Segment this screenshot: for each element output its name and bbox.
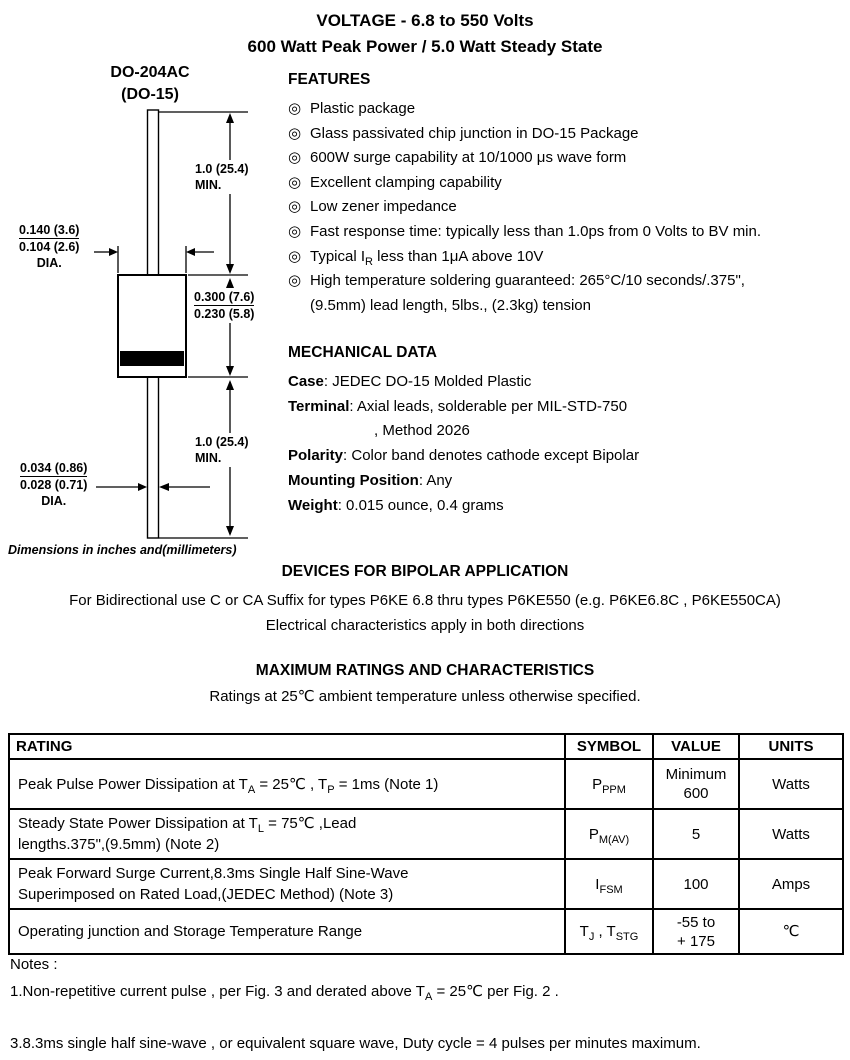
- units-cell: ℃: [739, 909, 843, 954]
- dim-lead-diameter: [17, 459, 90, 510]
- package-name: [60, 62, 240, 106]
- bullet-icon: ◎: [288, 149, 302, 167]
- header-units: UNITS: [739, 734, 843, 759]
- package-diagram: [8, 60, 283, 565]
- header-value: VALUE: [653, 734, 739, 759]
- package-name-line1: DO-204AC: [110, 64, 190, 81]
- table-row: [9, 809, 843, 859]
- units-cell: Watts: [739, 809, 843, 859]
- rating-cell: Peak Forward Surge Current,8.3ms Single Half Sine-Wave Superimposed on Rated Load,(JEDEC Method) (Note 3): [9, 859, 565, 909]
- table-header-row: [9, 734, 843, 759]
- dim-lead-bottom-min: MIN.: [195, 451, 222, 465]
- rating-cell: Steady State Power Dissipation at $T_L$ = 75℃ ,Lead lengths.375",(9.5mm) (Note 2): [9, 809, 565, 859]
- feature-item: [288, 195, 848, 220]
- feature-text: 600W surge capability at 10/1000 μs wave form: [310, 149, 627, 167]
- dim-lead-dia-label: DIA.: [41, 494, 67, 508]
- feature-text: Excellent clamping capability: [310, 173, 502, 191]
- feature-item: [288, 269, 848, 318]
- dim-body-diameter: [16, 221, 82, 272]
- symbol-cell: $T_J$ , $T_{STG}$: [565, 909, 653, 954]
- dim-body-dia-label: DIA.: [36, 256, 62, 270]
- feature-item: [288, 245, 848, 270]
- bullet-icon: ◎: [288, 198, 302, 216]
- feature-item: [288, 220, 848, 245]
- value-cell: -55 to + 175: [653, 909, 739, 954]
- bullet-icon: ◎: [288, 222, 302, 240]
- dim-body-length: [191, 288, 257, 323]
- feature-item: [288, 97, 848, 122]
- dim-lead-dia-max: 0.034 (0.86): [20, 461, 88, 475]
- cathode-band: [120, 351, 184, 366]
- bipolar-line2: Electrical characteristics apply in both directions: [265, 617, 585, 634]
- mechanical-line: Weight: 0.015 ounce, 0.4 grams: [288, 496, 504, 514]
- feature-text: Fast response time: typically less than 1.0ps from 0 Volts to BV min.: [310, 222, 762, 240]
- feature-text: Low zener impedance: [310, 198, 457, 216]
- ratings-header-section: [0, 662, 850, 705]
- value-cell: 5: [653, 809, 739, 859]
- value-cell: Minimum 600: [653, 759, 739, 809]
- features-heading: FEATURES: [288, 71, 371, 88]
- ratings-table: [8, 733, 844, 955]
- feature-text: Typical $I_R$ less than 1μA above 10V: [310, 247, 544, 268]
- rating-cell: Operating junction and Storage Temperature Range: [9, 909, 565, 954]
- bullet-icon: ◎: [288, 124, 302, 142]
- header-rating: RATING: [9, 734, 565, 759]
- bullet-icon: ◎: [288, 247, 302, 265]
- mechanical-line: Case: JEDEC DO-15 Molded Plastic: [288, 373, 532, 390]
- package-name-line2: (DO-15): [121, 86, 179, 103]
- bullet-icon: ◎: [288, 272, 302, 290]
- value-cell: 100: [653, 859, 739, 909]
- feature-text: Plastic package: [310, 100, 416, 117]
- units-cell: Amps: [739, 859, 843, 909]
- dim-lead-top-value: 1.0 (25.4): [195, 162, 249, 176]
- mechanical-line: Polarity: Color band denotes cathode except Bipolar: [288, 447, 640, 465]
- mechanical-heading: MECHANICAL DATA: [288, 344, 437, 361]
- page-title: VOLTAGE - 6.8 to 550 Volts: [316, 11, 534, 30]
- units-cell: Watts: [739, 759, 843, 809]
- feature-text: Glass passivated chip junction in DO-15 Package: [310, 124, 639, 142]
- rating-cell: Peak Pulse Power Dissipation at $T_A$ = 25℃ , $T_P = 1ms$ (Note 1): [9, 759, 565, 809]
- bullet-icon: ◎: [288, 173, 302, 191]
- note-line: 3.8.3ms single half sine-wave , or equivalent square wave, Duty cycle = 4 pulses per minutes maximum.: [10, 1035, 701, 1052]
- note-line: 1.Non-repetitive current pulse , per Fig. 3 and derated above $T_A$ = 25℃ per Fig. 2 .: [10, 983, 559, 1003]
- dimensions-caption: Dimensions in inches and(millimeters): [8, 543, 237, 557]
- dim-lead-top-min: MIN.: [195, 178, 222, 192]
- dim-lead-top-length: [192, 160, 252, 194]
- bipolar-section: [0, 563, 850, 638]
- table-row: [9, 909, 843, 954]
- dim-body-dia-max: 0.140 (3.6): [19, 223, 80, 237]
- symbol-cell: $P_{M(AV)}$: [565, 809, 653, 859]
- symbol-cell: $I_{FSM}$: [565, 859, 653, 909]
- ratings-heading: MAXIMUM RATINGS AND CHARACTERISTICS: [255, 662, 595, 679]
- feature-item: [288, 171, 848, 196]
- dim-lead-dia-min: 0.028 (0.71): [20, 478, 88, 492]
- feature-item: [288, 146, 848, 171]
- feature-text: High temperature soldering guaranteed: 265°C/10 seconds/.375", (9.5mm) lead length, 5lbs., (2.3kg) tension: [310, 272, 745, 314]
- dim-body-length-max: 0.300 (7.6): [194, 290, 255, 304]
- bipolar-line1: For Bidirectional use C or CA Suffix for types P6KE 6.8 thru types P6KE550 (e.g. P6KE6.8C , P6KE550CA): [69, 592, 781, 609]
- table-row: [9, 859, 843, 909]
- mechanical-line: Mounting Position: Any: [288, 471, 453, 489]
- mechanical-line: , Method 2026: [374, 422, 470, 440]
- page-subtitle: 600 Watt Peak Power / 5.0 Watt Steady State: [247, 37, 603, 56]
- notes-heading: Notes :: [10, 956, 58, 973]
- dim-body-dia-min: 0.104 (2.6): [19, 240, 80, 254]
- features-section: [288, 71, 848, 318]
- dim-lead-bottom-length: [192, 433, 252, 467]
- dim-lead-bottom-value: 1.0 (25.4): [195, 435, 249, 449]
- header-symbol: SYMBOL: [565, 734, 653, 759]
- mechanical-data-section: [288, 344, 848, 518]
- page-header: [0, 8, 850, 60]
- notes-section: [10, 956, 842, 1053]
- bipolar-heading: DEVICES FOR BIPOLAR APPLICATION: [281, 563, 569, 580]
- symbol-cell: $P_{PPM}$: [565, 759, 653, 809]
- mechanical-line: Terminal: Axial leads, solderable per MIL-STD-750: [288, 397, 628, 415]
- bullet-icon: ◎: [288, 100, 302, 117]
- dim-body-length-min: 0.230 (5.8): [194, 307, 255, 321]
- feature-item: [288, 122, 848, 147]
- table-row: [9, 759, 843, 809]
- ratings-subtitle: Ratings at 25℃ ambient temperature unless otherwise specified.: [209, 688, 641, 705]
